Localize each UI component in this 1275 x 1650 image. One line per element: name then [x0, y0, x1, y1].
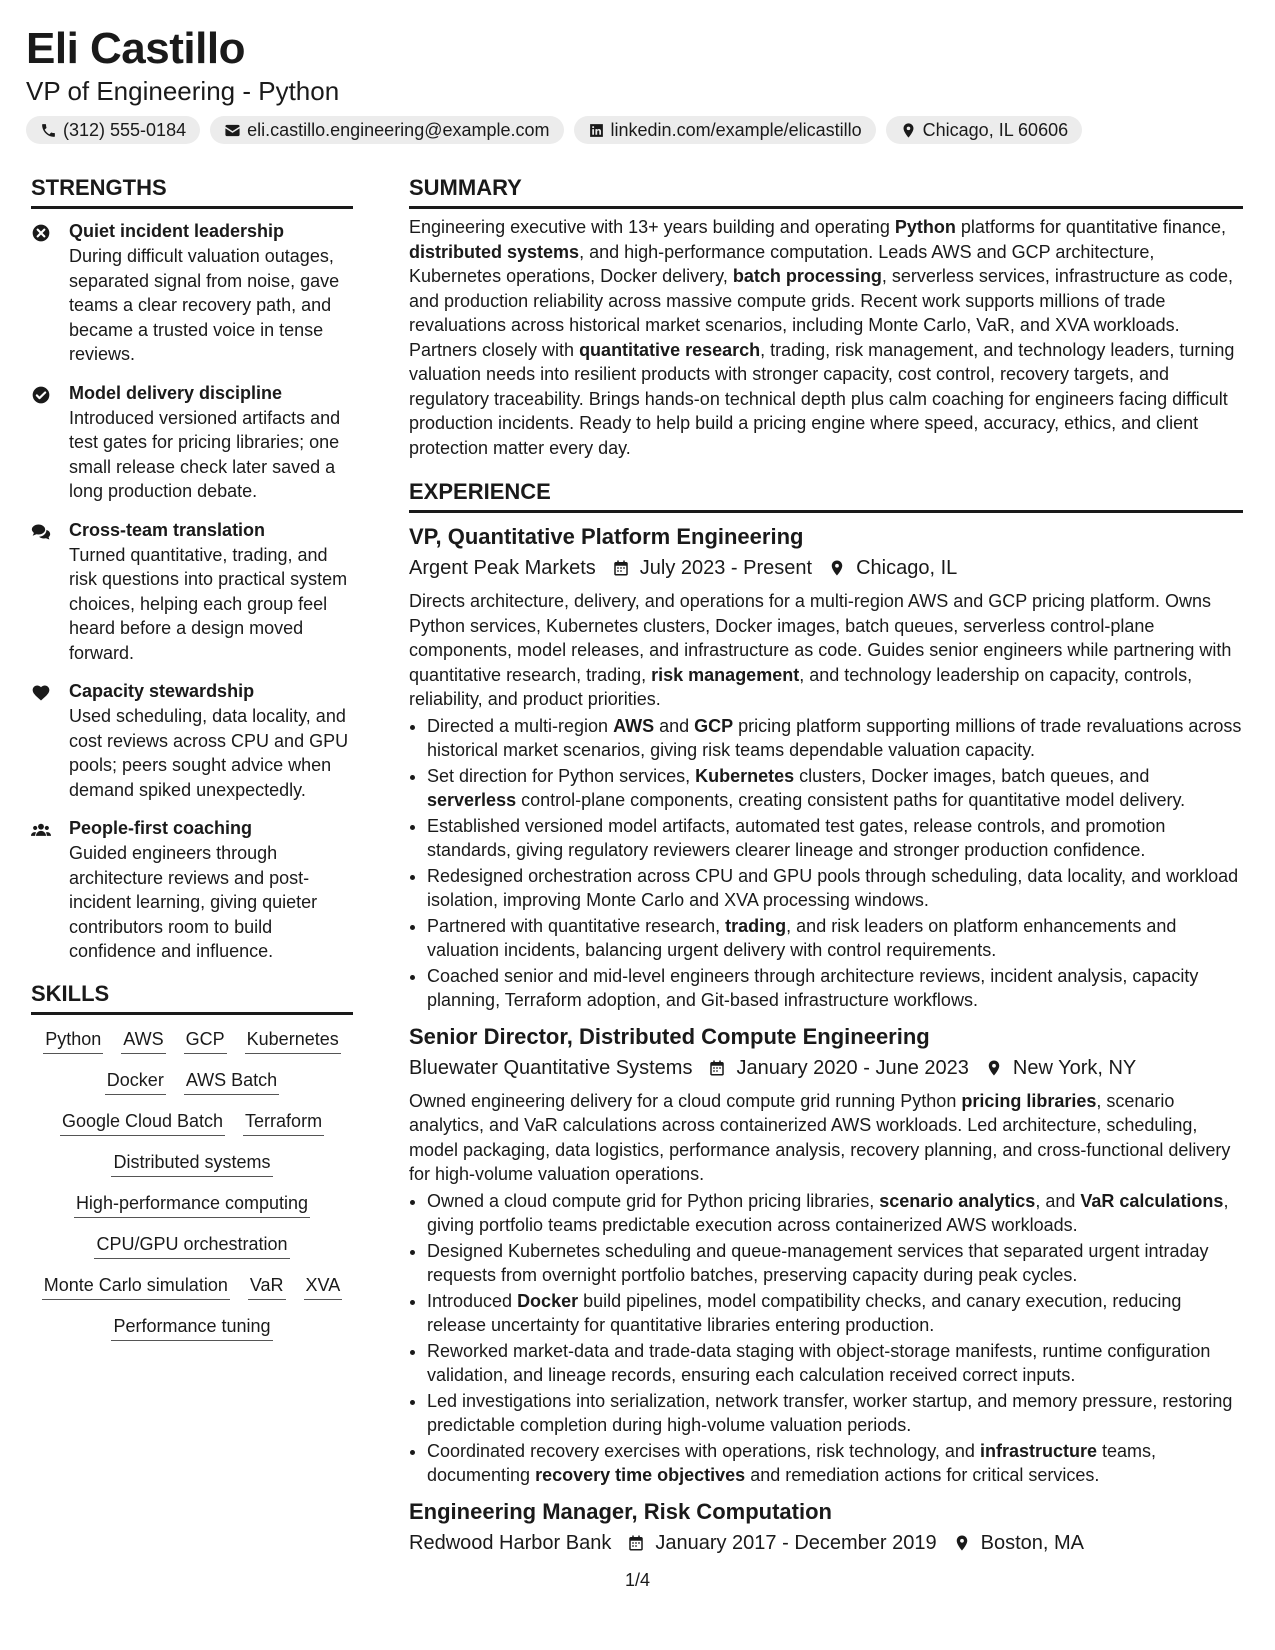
skills-heading: SKILLS: [31, 978, 353, 1015]
strength-title: Quiet incident leadership: [69, 221, 285, 241]
job-dates: July 2023 - Present: [639, 557, 813, 579]
skill-tag: GCP: [184, 1025, 227, 1054]
job-bullet: • Directed a multi-region AWS and GCP pricing platform supporting millions of trade revaluations across historical market scenarios, giving risk teams dependable valuation capacity.: [427, 714, 1243, 763]
job-bullet: • Set direction for Python services, Kubernetes clusters, Docker images, batch queues, and serverless control-plane components, creating consistent paths for quantitative model delivery.: [427, 764, 1243, 813]
job-bullet: • Owned a cloud compute grid for Python pricing libraries, scenario analytics, and VaR calculations, giving portfolio teams predictable execution across containerized AWS workloads.: [427, 1189, 1243, 1238]
contact-location: [886, 116, 1082, 144]
contact-phone[interactable]: [26, 116, 200, 144]
map-pin-icon: [985, 1058, 1003, 1078]
strength-item: [31, 381, 353, 504]
skill-row: [31, 1271, 353, 1300]
job-meta: [409, 1053, 1243, 1083]
contact-bar: [26, 116, 1082, 144]
strength-title: People-first coaching: [69, 818, 253, 838]
comments-icon: [31, 522, 51, 542]
skill-tag: Monte Carlo simulation: [42, 1271, 230, 1300]
contact-email-text: eli.castillo.engineering@example.com: [247, 119, 550, 140]
job-entry: [409, 1496, 1243, 1558]
skill-tag: High-performance computing: [74, 1189, 310, 1218]
skill-tag: AWS Batch: [184, 1066, 279, 1095]
page-number: 1/4: [624, 1570, 651, 1590]
skill-row: [31, 1230, 353, 1259]
job-bullet: • Coached senior and mid-level engineers through architecture reviews, incident analysis, capacity planning, Terraform adoption, and Git-based infrastructure workflows.: [427, 964, 1243, 1013]
strength-item: [31, 219, 353, 367]
strength-desc: Turned quantitative, trading, and risk questions into practical system choices, helping each group feel heard before a design moved forward.: [69, 544, 348, 663]
skill-tag: Docker: [105, 1066, 166, 1095]
skill-tag: AWS: [121, 1025, 165, 1054]
strengths-heading: STRENGTHS: [31, 172, 353, 209]
job-bullet: • Coordinated recovery exercises with operations, risk technology, and infrastructure teams, documenting recovery time objectives and remediation actions for critical services.: [427, 1439, 1243, 1488]
skill-tag: XVA: [304, 1271, 343, 1300]
job-bullet: • Partnered with quantitative research, trading, and risk leaders on platform enhancements and valuation incidents, balancing urgent delivery with control requirements.: [427, 914, 1243, 963]
skill-tag: Distributed systems: [111, 1148, 272, 1177]
job-description: Owned engineering delivery for a cloud compute grid running Python pricing libraries, scenario analytics, and VaR calculations across containerized AWS workloads. Led architecture, scheduling, model packaging, data logistics, performance analysis, recovery planning, and cross-functional delivery for high-volume valuation operations.: [409, 1090, 1231, 1184]
job-bullet: • Redesigned orchestration across CPU and GPU pools through scheduling, data locality, and workload isolation, improving Monte Carlo and XVA processing windows.: [427, 864, 1243, 913]
skill-tag: Performance tuning: [111, 1312, 272, 1341]
users-icon: [31, 820, 51, 840]
strength-desc: Introduced versioned artifacts and test gates for pricing libraries; one small release check later saved a long production debate.: [69, 407, 341, 501]
skill-row: [31, 1148, 353, 1177]
job-meta: [409, 1528, 1243, 1558]
summary-text: Engineering executive with 13+ years building and operating Python platforms for quantitative finance, distributed systems, and high-performance computation. Leads AWS and GCP architecture, Kubernetes operations, Docker delivery, batch processing, serverless services, infrastructure as code, and production reliability across massive compute grids. Recent work supports millions of trade revaluations across historical market scenarios, including Monte Carlo, VaR, and XVA workloads. Partners closely with quantitative research, trading, risk management, and technology leaders, turning valuation needs into resilient products with stronger capacity, cost control, recovery targets, and regulatory traceability. Brings hands-on technical depth plus calm coaching for engineers facing difficult production incidents. Ready to help build a pricing engine where speed, accuracy, ethics, and client protection matter every day.: [409, 217, 1235, 458]
skill-tag: Terraform: [243, 1107, 324, 1136]
job-location: Boston, MA: [980, 1531, 1085, 1554]
map-pin-icon: [828, 558, 846, 578]
heart-icon: [31, 683, 51, 703]
job-bullets: [409, 1189, 1243, 1488]
crosshairs-icon: [31, 223, 51, 243]
calendar-icon: [708, 1058, 726, 1078]
envelope-icon: [224, 122, 241, 139]
strength-item: [31, 816, 353, 964]
job-bullets: [409, 714, 1243, 1013]
job-dates: January 2017 - December 2019: [655, 1531, 937, 1554]
calendar-icon: [627, 1533, 645, 1553]
strengths-list: [31, 219, 353, 964]
job-description: Directs architecture, delivery, and operations for a multi-region AWS and GCP pricing platform. Owns Python services, Kubernetes clusters, Docker images, batch queues, serverless control-plane components, model releases, and infrastructure as code. Guides senior engineers while partnering with quantitative research, trading, risk management, and technology leadership on capacity, controls, reliability, and product priorities.: [409, 591, 1232, 709]
job-location: New York, NY: [1012, 1056, 1137, 1079]
skill-row: [31, 1025, 353, 1054]
job-location: Chicago, IL: [856, 557, 958, 579]
check-circle-icon: [31, 385, 51, 405]
experience-list: [409, 521, 1243, 1558]
strength-desc: Used scheduling, data locality, and cost reviews across CPU and GPU pools; peers sought advice when demand spiked unexpectedly.: [69, 706, 349, 800]
contact-location-text: Chicago, IL 60606: [922, 119, 1069, 140]
job-title: Engineering Manager, Risk Computation: [409, 1498, 832, 1524]
strength-title: Capacity stewardship: [69, 681, 255, 701]
skill-row: [31, 1312, 353, 1341]
candidate-name: Eli Castillo: [26, 24, 245, 73]
experience-heading: EXPERIENCE: [409, 476, 1243, 513]
job-company: Bluewater Quantitative Systems: [409, 1056, 693, 1079]
right-column: [409, 172, 1243, 1558]
strength-title: Model delivery discipline: [69, 382, 283, 403]
strength-desc: Guided engineers through architecture reviews and post-incident learning, giving quieter contributors room to build confidence and influence.: [69, 843, 318, 961]
job-bullet: • Introduced Docker build pipelines, model compatibility checks, and canary execution, reducing release uncertainty for quantitative libraries entering production.: [427, 1289, 1243, 1338]
job-bullet: • Designed Kubernetes scheduling and queue-management services that separated urgent intraday requests from overnight portfolio batches, preserving capacity during peak cycles.: [427, 1239, 1243, 1288]
job-company: Argent Peak Markets: [409, 557, 596, 579]
calendar-icon: [612, 558, 630, 578]
job-entry: [409, 1021, 1243, 1488]
job-bullet: • Established versioned model artifacts, automated test gates, release controls, and promotion standards, giving regulatory reviewers clearer lineage and stronger production confidence.: [427, 814, 1243, 863]
job-bullet: • Led investigations into serialization, network transfer, worker startup, and memory pressure, restoring predictable completion during high-volume valuation periods.: [427, 1389, 1243, 1438]
skill-tag: VaR: [248, 1271, 286, 1300]
contact-phone-text: (312) 555-0184: [63, 119, 187, 140]
map-pin-icon: [900, 122, 917, 139]
strength-title: Cross-team translation: [69, 519, 266, 540]
job-title: Senior Director, Distributed Compute Engineering: [409, 1023, 930, 1049]
strength-item: [31, 679, 353, 802]
summary-heading: SUMMARY: [409, 172, 1243, 209]
skill-tag: Python: [43, 1025, 103, 1054]
candidate-title: VP of Engineering - Python: [26, 76, 340, 106]
skill-tag: CPU/GPU orchestration: [94, 1230, 289, 1259]
skill-tag: Kubernetes: [245, 1025, 341, 1054]
skill-row: [31, 1107, 353, 1136]
contact-email[interactable]: [210, 116, 563, 144]
job-entry: [409, 521, 1243, 1013]
job-bullet: • Reworked market-data and trade-data staging with object-storage manifests, runtime configuration validation, and lineage records, ensuring each calculation received correct inputs.: [427, 1339, 1243, 1388]
left-column: [31, 172, 353, 1353]
job-company: Redwood Harbor Bank: [409, 1531, 612, 1554]
job-meta: [409, 553, 1243, 583]
skill-row: [31, 1189, 353, 1218]
skill-row: [31, 1066, 353, 1095]
job-dates: January 2020 - June 2023: [736, 1056, 969, 1079]
resume-header: [26, 22, 1082, 144]
skills-list: [31, 1025, 353, 1341]
strength-item: [31, 518, 353, 666]
job-title: VP, Quantitative Platform Engineering: [409, 524, 804, 549]
strength-desc: During difficult valuation outages, separated signal from noise, gave teams a clear recovery path, and became a trusted voice in tense reviews.: [69, 246, 340, 364]
contact-linkedin-text: linkedin.com/example/elicastillo: [610, 119, 862, 140]
phone-icon: [40, 122, 57, 139]
skill-tag: Google Cloud Batch: [60, 1107, 225, 1136]
linkedin-icon: [588, 122, 605, 139]
contact-linkedin[interactable]: [574, 116, 876, 144]
map-pin-icon: [953, 1533, 971, 1553]
